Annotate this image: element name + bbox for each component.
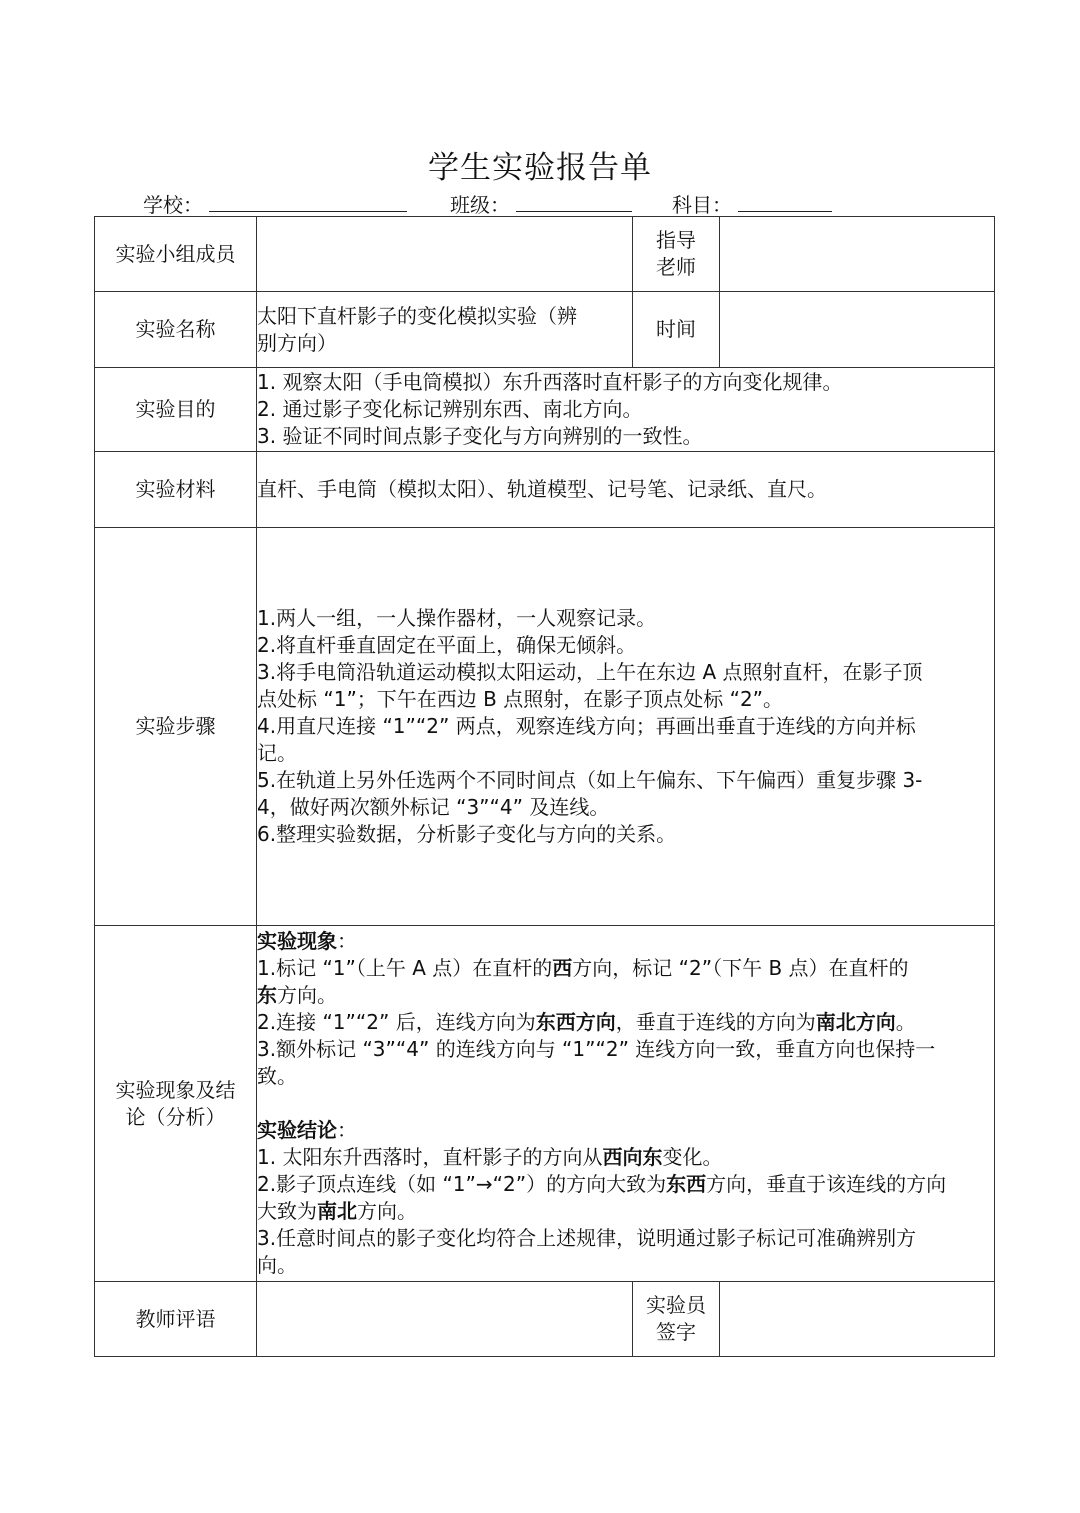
purpose-row <box>95 368 995 452</box>
conclusion-heading <box>257 1117 994 1144</box>
time-value[interactable] <box>720 292 995 368</box>
spacer <box>257 1090 994 1117</box>
time-label: 时间 <box>633 292 720 368</box>
observation-heading <box>257 928 994 955</box>
step-line: 记。 <box>257 741 297 765</box>
subject-blank[interactable] <box>738 191 832 212</box>
teacher-label-line1: 指导 <box>656 228 696 252</box>
con-text: 大致为 <box>257 1199 317 1223</box>
step-line: 1.两人一组，一人操作器材，一人观察记录。 <box>257 606 657 630</box>
signer-label-line1: 实验员 <box>646 1293 706 1317</box>
con-text: 方向，垂直于该连线的方向 <box>706 1172 947 1196</box>
obs-text: 方向，标记 “2”（下午 B 点）在直杆的 <box>572 956 909 980</box>
page-title: 学生实验报告单 <box>428 150 652 186</box>
name-value-line2: 别方向） <box>257 330 337 355</box>
conclusion-line: 3.任意时间点的影子变化均符合上述规律，说明通过影子标记可准确辨别方 <box>257 1226 917 1250</box>
class-label: 班级： <box>450 193 510 217</box>
phenomenon-value <box>257 926 995 1282</box>
conclusion-line <box>257 1198 994 1225</box>
purpose-value <box>257 368 995 452</box>
header-info <box>0 189 1080 217</box>
school-field <box>143 189 407 218</box>
comment-row <box>95 1282 995 1357</box>
name-value <box>257 292 633 368</box>
purpose-item: 3. 验证不同时间点影子变化与方向辨别的一致性。 <box>257 424 703 448</box>
colon: ： <box>337 1118 357 1142</box>
obs-bold: 南北方向 <box>815 1010 896 1034</box>
obs-text: 1.标记 “1”（上午 A 点）在直杆的 <box>257 956 553 980</box>
conclusion-line <box>257 1144 994 1171</box>
observation-line <box>257 1009 994 1036</box>
observation-line: 3.额外标记 “3”“4” 的连线方向与 “1”“2” 连线方向一致，垂直方向也保持一 <box>257 1037 936 1061</box>
members-value[interactable] <box>257 217 633 292</box>
con-text: 变化。 <box>662 1145 723 1169</box>
comment-value[interactable] <box>257 1282 633 1357</box>
signer-label <box>633 1282 720 1357</box>
observation-heading-text: 实验现象 <box>257 929 337 953</box>
class-field <box>450 189 632 218</box>
obs-text: 方向。 <box>277 983 337 1007</box>
comment-label: 教师评语 <box>95 1282 257 1357</box>
step-line: 5.在轨道上另外任选两个不同时间点（如上午偏东、下午偏西）重复步骤 3- <box>257 768 923 792</box>
teacher-label-line2: 老师 <box>656 255 696 279</box>
phenomenon-label-line2: 论（分析） <box>125 1104 226 1129</box>
observation-line: 致。 <box>257 1064 297 1088</box>
teacher-label <box>633 217 720 292</box>
class-blank[interactable] <box>516 191 632 212</box>
observation-line <box>257 955 994 982</box>
purpose-label: 实验目的 <box>95 368 257 452</box>
obs-bold: 东西方向 <box>535 1010 616 1034</box>
steps-label: 实验步骤 <box>95 528 257 926</box>
obs-bold: 西 <box>552 956 573 980</box>
report-table <box>94 216 995 1357</box>
obs-text: 2.连接 “1”“2” 后，连线方向为 <box>257 1010 536 1034</box>
phenomenon-label-line1: 实验现象及结 <box>115 1077 236 1102</box>
steps-row <box>95 528 995 926</box>
members-row <box>95 217 995 292</box>
purpose-item: 2. 通过影子变化标记辨别东西、南北方向。 <box>257 397 643 421</box>
colon: ： <box>337 929 357 953</box>
name-value-line1: 太阳下直杆影子的变化模拟实验（辨 <box>257 303 577 328</box>
step-line: 2.将直杆垂直固定在平面上，确保无倾斜。 <box>257 633 637 657</box>
members-label: 实验小组成员 <box>95 217 257 292</box>
name-label: 实验名称 <box>95 292 257 368</box>
subject-field <box>672 189 832 218</box>
name-row <box>95 292 995 368</box>
materials-row <box>95 452 995 528</box>
step-line: 6.整理实验数据，分析影子变化与方向的关系。 <box>257 822 677 846</box>
teacher-value[interactable] <box>720 217 995 292</box>
con-bold: 东西 <box>666 1172 707 1196</box>
phenomenon-label <box>95 926 257 1282</box>
conclusion-heading-text: 实验结论 <box>257 1118 337 1142</box>
school-blank[interactable] <box>209 191 407 212</box>
subject-label: 科目： <box>672 193 732 217</box>
obs-text: 。 <box>895 1010 916 1034</box>
observation-line <box>257 982 994 1009</box>
obs-text: ，垂直于连线的方向为 <box>615 1010 816 1034</box>
steps-value <box>257 528 995 926</box>
phenomenon-row <box>95 926 995 1282</box>
signer-value[interactable] <box>720 1282 995 1357</box>
materials-value: 直杆、手电筒（模拟太阳）、轨道模型、记号笔、记录纸、直尺。 <box>257 452 995 528</box>
conclusion-line: 向。 <box>257 1253 297 1277</box>
school-label: 学校： <box>143 193 203 217</box>
conclusion-line <box>257 1171 994 1198</box>
step-line: 4，做好两次额外标记 “3”“4” 及连线。 <box>257 795 610 819</box>
con-bold: 西向东 <box>602 1145 663 1169</box>
step-line: 4.用直尺连接 “1”“2” 两点，观察连线方向；再画出垂直于连线的方向并标 <box>257 714 916 738</box>
con-bold: 南北 <box>317 1199 357 1223</box>
obs-bold: 东 <box>257 983 277 1007</box>
materials-label: 实验材料 <box>95 452 257 528</box>
step-line: 点处标 “1”；下午在西边 B 点照射，在影子顶点处标 “2”。 <box>257 687 784 711</box>
step-line: 3.将手电筒沿轨道运动模拟太阳运动，上午在东边 A 点照射直杆，在影子顶 <box>257 660 923 684</box>
signer-label-line2: 签字 <box>656 1320 696 1344</box>
con-text: 2.影子顶点连线（如 “1”→“2”）的方向大致为 <box>257 1172 667 1196</box>
con-text: 1. 太阳东升西落时，直杆影子的方向从 <box>257 1145 603 1169</box>
con-text: 方向。 <box>357 1199 417 1223</box>
purpose-item: 1. 观察太阳（手电筒模拟）东升西落时直杆影子的方向变化规律。 <box>257 370 843 394</box>
